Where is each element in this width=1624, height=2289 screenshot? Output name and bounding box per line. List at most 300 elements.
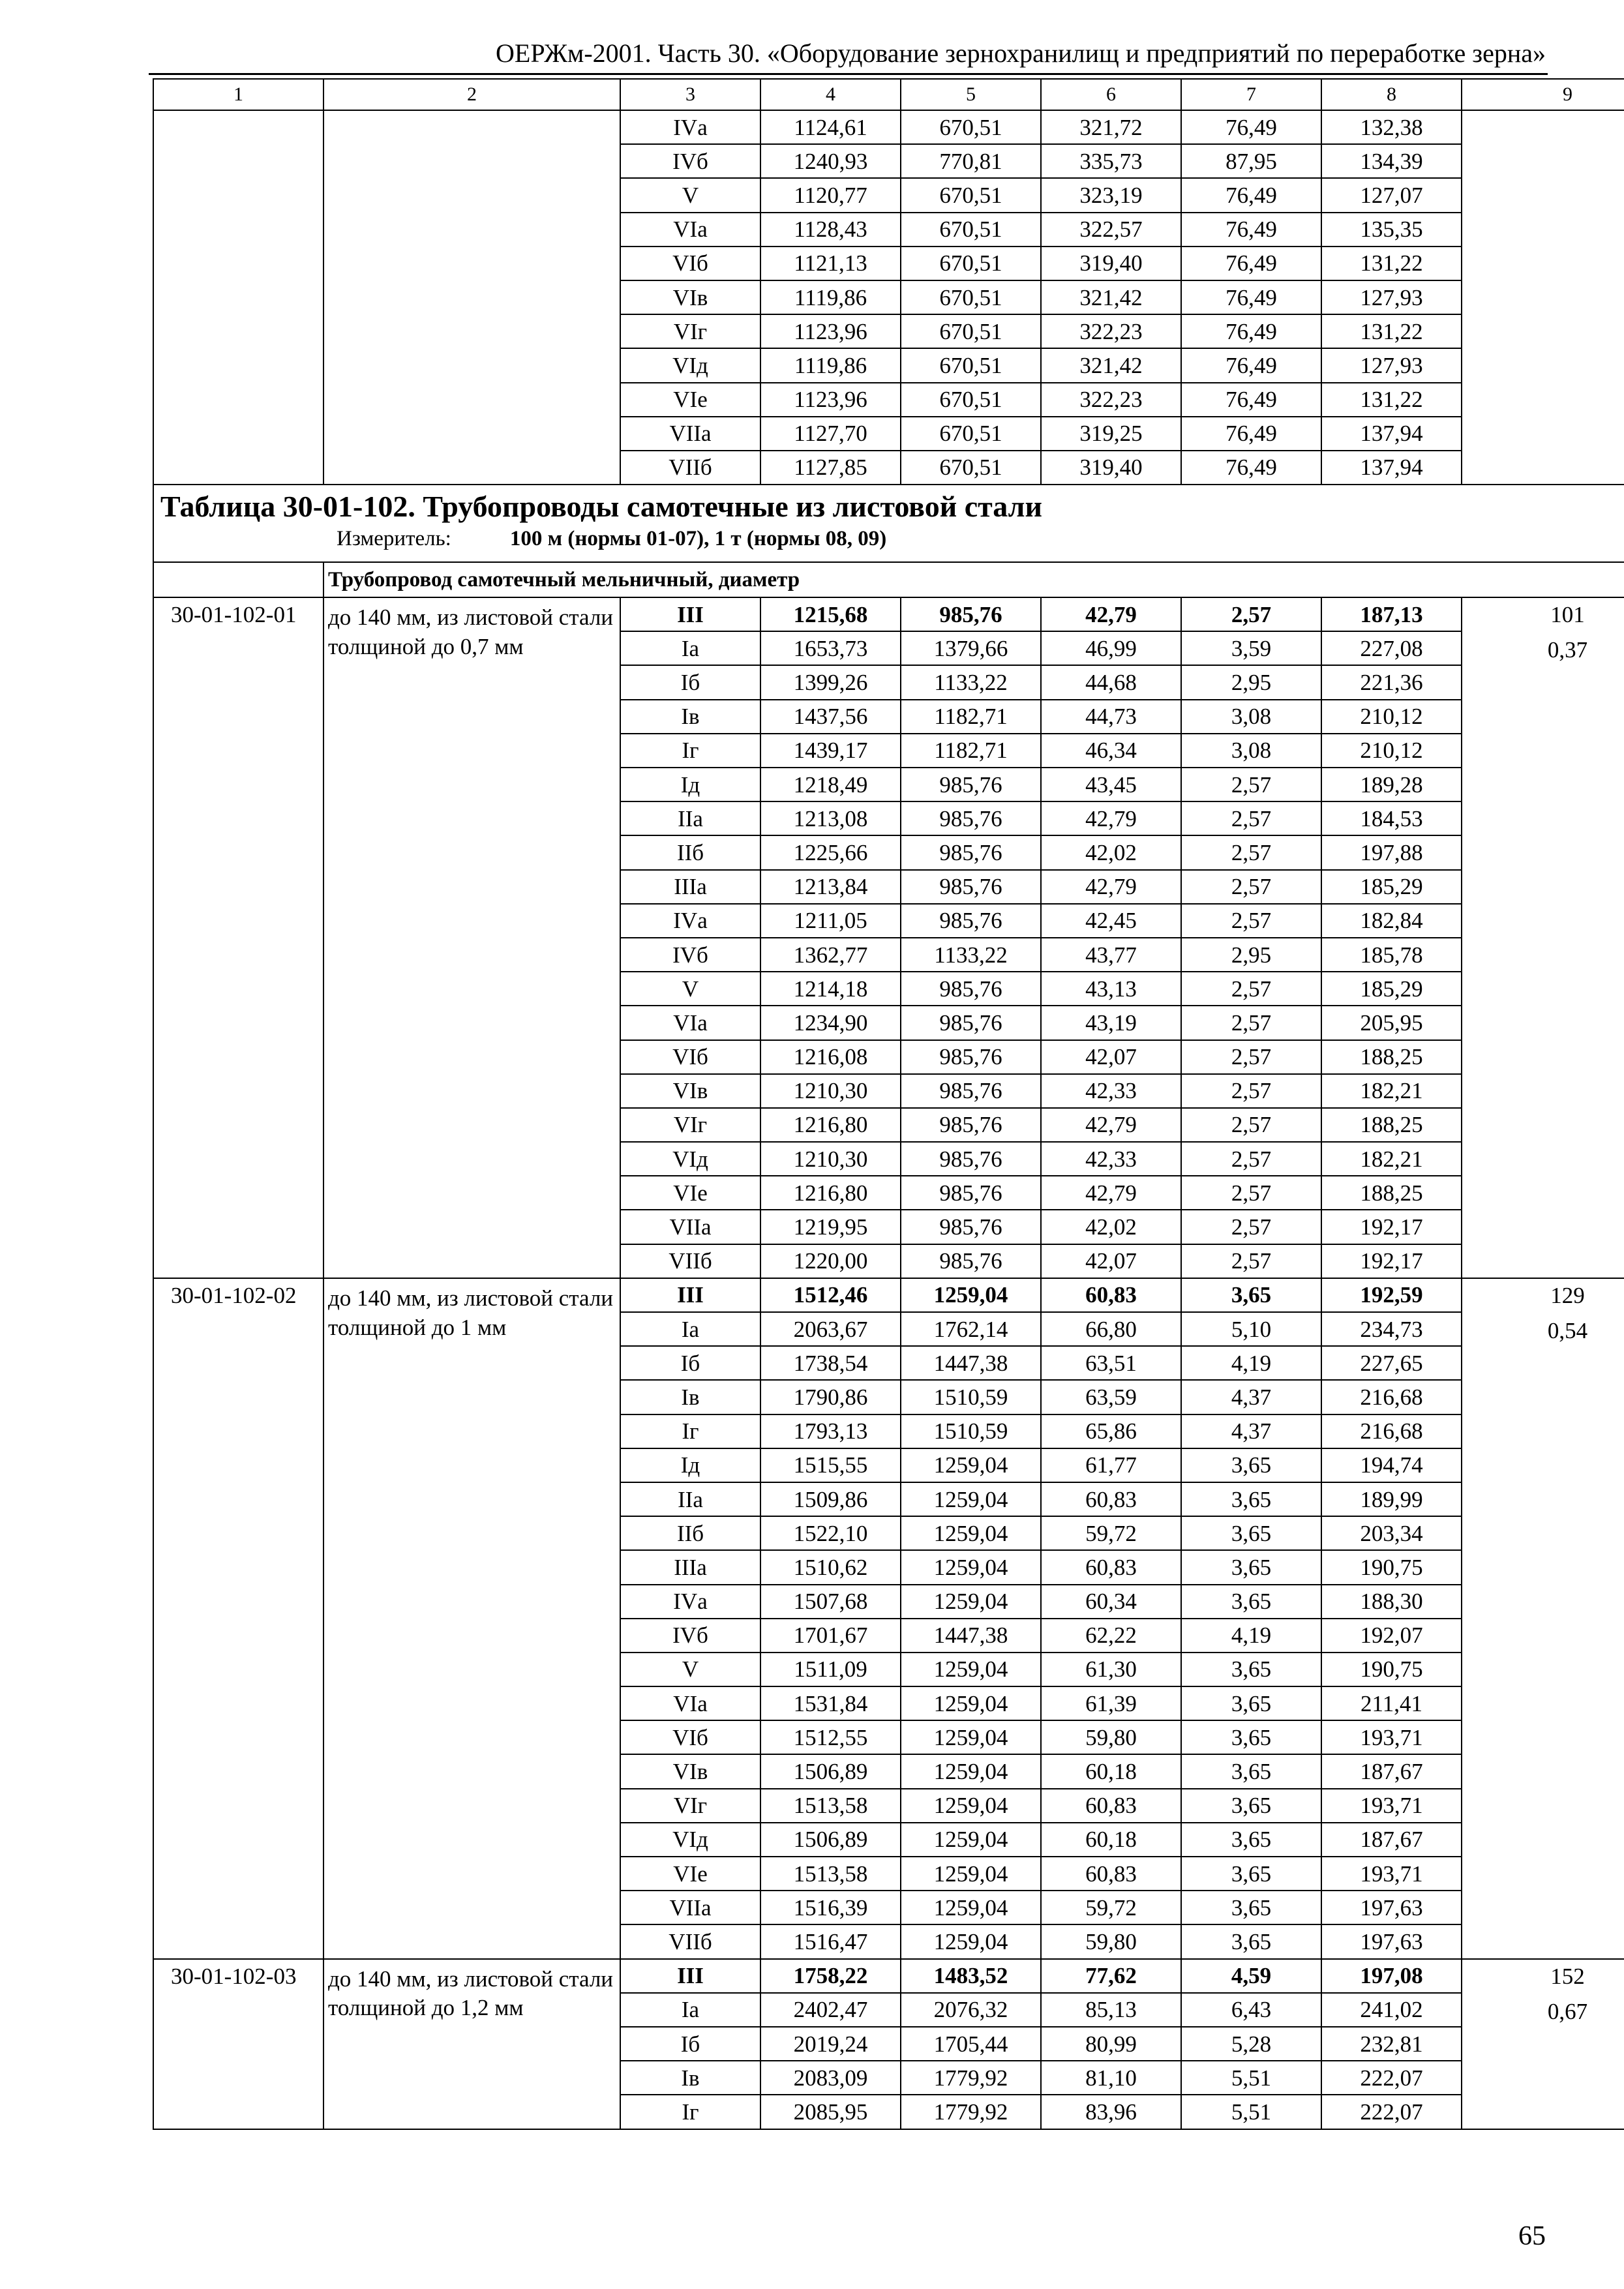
zone-cell: VIв [620,280,760,314]
value-cell-c4: 1123,96 [760,383,901,417]
value-cell-c7: 4,59 [1181,1959,1321,1993]
value-cell-c7: 3,65 [1181,1754,1321,1788]
continuation-code-cell [153,110,323,485]
value-cell-c8: 187,13 [1321,597,1462,631]
value-cell-c4: 1123,96 [760,314,901,348]
value-cell-c5: 1762,14 [901,1312,1041,1346]
value-cell-c7: 4,37 [1181,1380,1321,1414]
value-cell-c7: 3,65 [1181,1789,1321,1823]
zone-cell: VIе [620,1176,760,1210]
value-cell-c4: 1531,84 [760,1686,901,1720]
value-cell-c5: 1447,38 [901,1346,1041,1380]
value-cell-c5: 1779,92 [901,2061,1041,2095]
zone-cell: Iб [620,1346,760,1380]
value-cell-c7: 2,57 [1181,972,1321,1006]
zone-cell: V [620,1653,760,1686]
value-cell-c4: 1216,08 [760,1040,901,1074]
column-number-2: 2 [323,79,620,110]
value-cell-c4: 1213,08 [760,801,901,835]
value-cell-c8: 190,75 [1321,1653,1462,1686]
value-cell-c5: 985,76 [901,801,1041,835]
value-cell-c5: 670,51 [901,383,1041,417]
value-cell-c5: 670,51 [901,314,1041,348]
value-cell-c6: 83,96 [1041,2095,1181,2129]
group-title-spacer [153,562,323,597]
value-cell-c4: 1653,73 [760,631,901,665]
value-cell-c5: 985,76 [901,1176,1041,1210]
value-cell-c5: 985,76 [901,1142,1041,1176]
norm-col9-main: 101 [1550,602,1585,628]
value-cell-c6: 60,18 [1041,1823,1181,1857]
value-cell-c7: 4,19 [1181,1619,1321,1653]
value-cell-c4: 1515,55 [760,1448,901,1482]
value-cell-c6: 322,57 [1041,213,1181,247]
value-cell-c4: 1513,58 [760,1857,901,1891]
value-cell-c5: 1259,04 [901,1550,1041,1584]
value-cell-c8: 188,25 [1321,1040,1462,1074]
value-cell-c8: 127,93 [1321,280,1462,314]
value-cell-c6: 60,83 [1041,1789,1181,1823]
value-cell-c7: 5,51 [1181,2061,1321,2095]
zone-cell: Iг [620,2095,760,2129]
value-cell-c5: 670,51 [901,280,1041,314]
value-cell-c7: 4,37 [1181,1414,1321,1448]
zone-cell: VIд [620,1823,760,1857]
zone-cell: VIIа [620,417,760,451]
header-rule [149,73,1548,75]
value-cell-c8: 134,39 [1321,144,1462,178]
value-cell-c7: 76,49 [1181,213,1321,247]
value-cell-c7: 76,49 [1181,280,1321,314]
value-cell-c7: 5,28 [1181,2027,1321,2061]
value-cell-c7: 2,57 [1181,1040,1321,1074]
norm-code: 30-01-102-01 [153,597,323,1278]
zone-cell: Iа [620,631,760,665]
column-number-row [153,79,1624,110]
value-cell-c4: 1399,26 [760,665,901,699]
value-cell-c4: 1738,54 [760,1346,901,1380]
value-cell-c5: 985,76 [901,1074,1041,1108]
unit-line [337,528,1624,550]
value-cell-c4: 2063,67 [760,1312,901,1346]
value-cell-c6: 46,34 [1041,734,1181,768]
zone-cell: VIIб [620,451,760,485]
value-cell-c6: 60,83 [1041,1857,1181,1891]
value-cell-c8: 193,71 [1321,1720,1462,1754]
value-cell-c7: 3,65 [1181,1686,1321,1720]
zone-cell: VIб [620,247,760,280]
zone-cell: VIIа [620,1891,760,1924]
value-cell-c5: 670,51 [901,417,1041,451]
value-cell-c6: 319,40 [1041,451,1181,485]
zone-cell: VIд [620,1142,760,1176]
norm-description: до 140 мм, из листовой стали толщиной до 1 мм [323,1278,620,1959]
zone-cell: V [620,178,760,212]
value-cell-c5: 670,51 [901,110,1041,144]
value-cell-c5: 985,76 [901,972,1041,1006]
unit-label: Измеритель: [337,527,451,551]
value-cell-c4: 1362,77 [760,938,901,972]
zone-cell: IVа [620,904,760,938]
value-cell-c4: 1127,70 [760,417,901,451]
value-cell-c4: 1511,09 [760,1653,901,1686]
value-cell-c6: 42,79 [1041,1176,1181,1210]
value-cell-c6: 61,30 [1041,1653,1181,1686]
value-cell-c4: 1507,68 [760,1585,901,1619]
value-cell-c4: 1220,00 [760,1244,901,1278]
value-cell-c8: 241,02 [1321,1993,1462,2027]
value-cell-c8: 188,30 [1321,1585,1462,1619]
value-cell-c5: 1705,44 [901,2027,1041,2061]
value-cell-c4: 1509,86 [760,1482,901,1516]
value-cell-c4: 1128,43 [760,213,901,247]
value-cell-c8: 216,68 [1321,1380,1462,1414]
value-cell-c4: 1510,62 [760,1550,901,1584]
zone-cell: VIIа [620,1210,760,1244]
zone-cell: VIе [620,383,760,417]
value-cell-c5: 985,76 [901,870,1041,904]
value-cell-c8: 222,07 [1321,2095,1462,2129]
value-cell-c7: 87,95 [1181,144,1321,178]
zone-cell: Iа [620,1312,760,1346]
value-cell-c4: 1439,17 [760,734,901,768]
value-cell-c5: 1259,04 [901,1482,1041,1516]
zone-cell: VIг [620,1789,760,1823]
value-cell-c6: 59,80 [1041,1924,1181,1958]
zone-cell: VIб [620,1720,760,1754]
value-cell-c5: 985,76 [901,1040,1041,1074]
value-cell-c7: 3,65 [1181,1653,1321,1686]
column-number-6: 6 [1041,79,1181,110]
value-cell-c6: 42,79 [1041,1108,1181,1142]
value-cell-c4: 1793,13 [760,1414,901,1448]
norm-col9 [1462,1278,1624,1959]
norm-description: до 140 мм, из листовой стали толщиной до 0,7 мм [323,597,620,1278]
zone-cell: Iб [620,665,760,699]
value-cell-c6: 323,19 [1041,178,1181,212]
value-cell-c5: 1259,04 [901,1516,1041,1550]
value-cell-c5: 985,76 [901,1108,1041,1142]
value-cell-c5: 985,76 [901,597,1041,631]
value-cell-c4: 1119,86 [760,348,901,382]
value-cell-c4: 1215,68 [760,597,901,631]
value-cell-c6: 319,25 [1041,417,1181,451]
value-cell-c6: 42,79 [1041,801,1181,835]
value-cell-c8: 227,08 [1321,631,1462,665]
value-cell-c6: 60,83 [1041,1550,1181,1584]
value-cell-c5: 1259,04 [901,1585,1041,1619]
value-cell-c6: 44,68 [1041,665,1181,699]
value-cell-c8: 190,75 [1321,1550,1462,1584]
value-cell-c6: 60,18 [1041,1754,1181,1788]
value-cell-c7: 2,57 [1181,597,1321,631]
zone-cell: Iб [620,2027,760,2061]
value-cell-c4: 1210,30 [760,1074,901,1108]
value-cell-c4: 1701,67 [760,1619,901,1653]
value-cell-c6: 43,45 [1041,768,1181,801]
zone-cell: Iд [620,1448,760,1482]
norm-col9-main: 152 [1550,1963,1585,1989]
value-cell-c6: 322,23 [1041,383,1181,417]
value-cell-c4: 1516,39 [760,1891,901,1924]
value-cell-c8: 197,63 [1321,1891,1462,1924]
value-cell-c6: 321,42 [1041,280,1181,314]
value-cell-c6: 42,79 [1041,597,1181,631]
value-cell-c5: 1447,38 [901,1619,1041,1653]
value-cell-c4: 1513,58 [760,1789,901,1823]
value-cell-c7: 2,57 [1181,1074,1321,1108]
zone-cell: VIа [620,213,760,247]
value-cell-c7: 3,65 [1181,1585,1321,1619]
value-cell-c5: 670,51 [901,451,1041,485]
zone-cell: IVа [620,1585,760,1619]
norm-row [153,597,1624,631]
value-cell-c8: 194,74 [1321,1448,1462,1482]
value-cell-c6: 42,02 [1041,1210,1181,1244]
value-cell-c8: 193,71 [1321,1857,1462,1891]
value-cell-c5: 1259,04 [901,1448,1041,1482]
value-cell-c6: 77,62 [1041,1959,1181,1993]
value-cell-c5: 1259,04 [901,1891,1041,1924]
value-cell-c6: 63,51 [1041,1346,1181,1380]
value-cell-c6: 60,34 [1041,1585,1181,1619]
value-cell-c4: 2083,09 [760,2061,901,2095]
value-cell-c4: 2402,47 [760,1993,901,2027]
value-cell-c7: 3,65 [1181,1516,1321,1550]
value-cell-c8: 197,63 [1321,1924,1462,1958]
zone-cell: VIг [620,314,760,348]
zone-cell: VIа [620,1006,760,1040]
value-cell-c4: 1119,86 [760,280,901,314]
value-cell-c8: 182,84 [1321,904,1462,938]
zone-cell: IIб [620,835,760,869]
value-cell-c7: 6,43 [1181,1993,1321,2027]
value-cell-c6: 42,79 [1041,870,1181,904]
continuation-row [153,110,1624,144]
value-cell-c4: 1522,10 [760,1516,901,1550]
value-cell-c4: 1512,55 [760,1720,901,1754]
value-cell-c6: 43,19 [1041,1006,1181,1040]
column-number-9: 9 [1462,79,1624,110]
column-number-3: 3 [620,79,760,110]
value-cell-c7: 2,57 [1181,1142,1321,1176]
value-cell-c5: 1510,59 [901,1414,1041,1448]
value-cell-c6: 46,99 [1041,631,1181,665]
value-cell-c7: 3,65 [1181,1720,1321,1754]
value-cell-c7: 76,49 [1181,178,1321,212]
value-cell-c6: 60,83 [1041,1482,1181,1516]
value-cell-c7: 3,08 [1181,700,1321,734]
value-cell-c6: 42,33 [1041,1074,1181,1108]
value-cell-c8: 221,36 [1321,665,1462,699]
value-cell-c6: 335,73 [1041,144,1181,178]
value-cell-c5: 985,76 [901,1006,1041,1040]
zone-cell: V [620,972,760,1006]
value-cell-c7: 76,49 [1181,451,1321,485]
value-cell-c7: 2,57 [1181,768,1321,801]
value-cell-c4: 1218,49 [760,768,901,801]
value-cell-c7: 3,65 [1181,1857,1321,1891]
zone-cell: IVа [620,110,760,144]
zone-cell: IVб [620,938,760,972]
zone-cell: Iв [620,700,760,734]
zone-cell: III [620,1959,760,1993]
value-cell-c8: 197,08 [1321,1959,1462,1993]
zone-cell: VIб [620,1040,760,1074]
value-cell-c8: 185,29 [1321,870,1462,904]
value-cell-c8: 131,22 [1321,247,1462,280]
table-title-row [153,485,1624,562]
zone-cell: IIа [620,1482,760,1516]
value-cell-c4: 1210,30 [760,1142,901,1176]
value-cell-c7: 76,49 [1181,417,1321,451]
value-cell-c5: 985,76 [901,768,1041,801]
column-number-5: 5 [901,79,1041,110]
value-cell-c4: 1127,85 [760,451,901,485]
value-cell-c7: 2,57 [1181,835,1321,869]
value-cell-c8: 189,99 [1321,1482,1462,1516]
value-cell-c4: 1124,61 [760,110,901,144]
value-cell-c6: 44,73 [1041,700,1181,734]
norms-table [153,78,1624,2130]
zone-cell: Iг [620,734,760,768]
value-cell-c8: 137,94 [1321,451,1462,485]
zone-cell: Iв [620,2061,760,2095]
value-cell-c8: 189,28 [1321,768,1462,801]
value-cell-c5: 1259,04 [901,1754,1041,1788]
value-cell-c6: 43,77 [1041,938,1181,972]
norm-col9 [1462,597,1624,1278]
value-cell-c4: 1216,80 [760,1176,901,1210]
value-cell-c6: 42,45 [1041,904,1181,938]
value-cell-c6: 322,23 [1041,314,1181,348]
value-cell-c5: 1259,04 [901,1823,1041,1857]
value-cell-c7: 3,65 [1181,1550,1321,1584]
zone-cell: III [620,1278,760,1312]
value-cell-c8: 182,21 [1321,1142,1462,1176]
norm-row [153,1278,1624,1312]
value-cell-c4: 1506,89 [760,1823,901,1857]
column-number-4: 4 [760,79,901,110]
zone-cell: VIIб [620,1244,760,1278]
value-cell-c5: 670,51 [901,247,1041,280]
value-cell-c6: 42,02 [1041,835,1181,869]
norm-col9 [1462,1959,1624,2129]
zone-cell: VIа [620,1686,760,1720]
value-cell-c6: 80,99 [1041,2027,1181,2061]
value-cell-c5: 1182,71 [901,700,1041,734]
value-cell-c8: 185,78 [1321,938,1462,972]
running-header: ОЕРЖм-2001. Часть 30. «Оборудование зернохранилищ и предприятий по переработке зерна» [496,38,1546,68]
value-cell-c7: 2,57 [1181,1108,1321,1142]
value-cell-c6: 321,42 [1041,348,1181,382]
value-cell-c5: 1510,59 [901,1380,1041,1414]
value-cell-c8: 234,73 [1321,1312,1462,1346]
value-cell-c6: 43,13 [1041,972,1181,1006]
value-cell-c8: 188,25 [1321,1108,1462,1142]
value-cell-c7: 2,57 [1181,1006,1321,1040]
value-cell-c8: 222,07 [1321,2061,1462,2095]
value-cell-c5: 1379,66 [901,631,1041,665]
value-cell-c7: 76,49 [1181,383,1321,417]
value-cell-c5: 985,76 [901,1210,1041,1244]
zone-cell: Iд [620,768,760,801]
table-title: Таблица 30-01-102. Трубопроводы самотечные из листовой стали [160,490,1042,524]
value-cell-c8: 227,65 [1321,1346,1462,1380]
value-cell-c7: 3,08 [1181,734,1321,768]
norm-code: 30-01-102-02 [153,1278,323,1959]
value-cell-c4: 1121,13 [760,247,901,280]
value-cell-c8: 193,71 [1321,1789,1462,1823]
page-number: 65 [1518,2221,1546,2251]
zone-cell: VIв [620,1754,760,1788]
group-title-row [153,562,1624,597]
value-cell-c6: 81,10 [1041,2061,1181,2095]
value-cell-c4: 1516,47 [760,1924,901,1958]
value-cell-c5: 985,76 [901,835,1041,869]
value-cell-c8: 127,07 [1321,178,1462,212]
value-cell-c6: 42,07 [1041,1040,1181,1074]
value-cell-c8: 187,67 [1321,1754,1462,1788]
value-cell-c7: 2,57 [1181,1210,1321,1244]
column-number-1: 1 [153,79,323,110]
norm-col9-sub: 0,37 [1547,637,1588,663]
value-cell-c7: 4,19 [1181,1346,1321,1380]
value-cell-c8: 131,22 [1321,314,1462,348]
value-cell-c4: 2019,24 [760,2027,901,2061]
zone-cell: III [620,597,760,631]
value-cell-c8: 187,67 [1321,1823,1462,1857]
value-cell-c5: 985,76 [901,904,1041,938]
value-cell-c4: 1219,95 [760,1210,901,1244]
value-cell-c8: 137,94 [1321,417,1462,451]
value-cell-c6: 59,72 [1041,1516,1181,1550]
value-cell-c7: 2,57 [1181,870,1321,904]
value-cell-c8: 211,41 [1321,1686,1462,1720]
value-cell-c7: 3,65 [1181,1891,1321,1924]
value-cell-c7: 3,65 [1181,1278,1321,1312]
value-cell-c4: 1120,77 [760,178,901,212]
value-cell-c7: 3,65 [1181,1448,1321,1482]
value-cell-c8: 135,35 [1321,213,1462,247]
value-cell-c7: 2,57 [1181,904,1321,938]
zone-cell: IIа [620,801,760,835]
value-cell-c4: 1216,80 [760,1108,901,1142]
value-cell-c5: 985,76 [901,1244,1041,1278]
value-cell-c8: 184,53 [1321,801,1462,835]
value-cell-c7: 5,51 [1181,2095,1321,2129]
value-cell-c8: 216,68 [1321,1414,1462,1448]
value-cell-c4: 1506,89 [760,1754,901,1788]
value-cell-c4: 1758,22 [760,1959,901,1993]
value-cell-c6: 42,07 [1041,1244,1181,1278]
value-cell-c5: 1259,04 [901,1720,1041,1754]
value-cell-c8: 131,22 [1321,383,1462,417]
value-cell-c7: 3,65 [1181,1924,1321,1958]
value-cell-c4: 1225,66 [760,835,901,869]
value-cell-c8: 210,12 [1321,734,1462,768]
value-cell-c8: 192,17 [1321,1244,1462,1278]
value-cell-c8: 182,21 [1321,1074,1462,1108]
value-cell-c4: 2085,95 [760,2095,901,2129]
value-cell-c4: 1234,90 [760,1006,901,1040]
value-cell-c7: 76,49 [1181,110,1321,144]
value-cell-c7: 3,65 [1181,1482,1321,1516]
value-cell-c8: 205,95 [1321,1006,1462,1040]
value-cell-c6: 65,86 [1041,1414,1181,1448]
value-cell-c8: 127,93 [1321,348,1462,382]
value-cell-c8: 192,17 [1321,1210,1462,1244]
